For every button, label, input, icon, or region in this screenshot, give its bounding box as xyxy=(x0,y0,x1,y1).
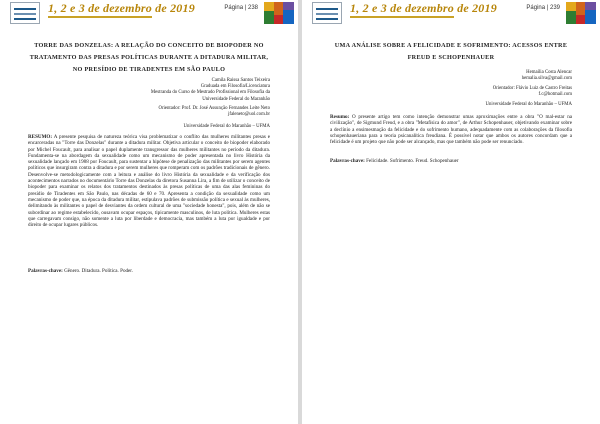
event-logo-icon xyxy=(312,2,342,24)
advisor-name: Orientador: Flávio Luiz de Castro Freitas xyxy=(492,86,572,91)
institution-name: Universidade Federal do Maranhão – UFMA xyxy=(183,124,270,129)
event-date-underline xyxy=(48,16,152,18)
keywords xyxy=(330,158,572,164)
page-number: Página | 239 xyxy=(526,5,560,11)
author-info xyxy=(522,70,572,82)
event-date: 1, 2 e 3 de dezembro de 2019 xyxy=(350,1,497,15)
author-university: Universidade Federal do Maranhão xyxy=(202,96,270,102)
decorative-mosaic-icon xyxy=(566,2,596,24)
abstract-text: A presente pesquisa de natureza teórica visa problematizar o conflito das mulheres militantes presas e encarceradas na "Torre das Donzelas" durante a ditadura militar. Objetiva articular o conceito de biopoder elaborado por Michel Foucault, para analisar o papel duplamente transgressor das mulheres militantes no período da ditadura. Fundamenta-se na abordagem da sexualidade como um mecanismo de poder apresentada no livro História da sexualidade lançado em 1988 por Foucault, para sustentar a hipótese de penalização das militantes por serem agentes políticos que insurgiram contra a ditadura e por serem mulheres que romperam com os padrões tradicionais de gênero. Desenvolve-se metodologicamente com a leitura e análise do livro História da sexualidade e da verificação dos acontecimentos narrados no documentário Torre das Donzelas da diretora Susanna Lira, a fim de utilizar o conceito de biopoder para examinar os relatos dos tratamentos destinados às presas políticas de uma das alas femininas do presídio de Tiradentes em São Paulo, nas décadas de 60 e 70. Apresenta a condição da sexualidade como um mecanismo de poder que, na época da ditadura militar, estipulava padrões de submissão política e sexual às mulheres, delimitando às militantes o papel de desviantes da ordem cultural de uma "sociedade honesta", pois, além de não se subordinar ao regime estabelecido, ousavam ocupar espaços, tipicamente masculinos, de luta política. Mulheres estas que carregavam consigo, não somente a luta por liberdade e democracia, mas também a luta por igualdade e por direito de ocupar lugares públicos. xyxy=(28,134,270,229)
event-logo-icon xyxy=(10,2,40,24)
keywords-label: Palavras-chave: xyxy=(28,268,63,274)
decorative-mosaic-icon xyxy=(264,2,294,24)
advisor-email: jfaleneto@uol.com.br xyxy=(228,112,270,118)
abstract-text: O presente artigo tem como intenção demonstrar umas aproximações entre a obra "O mal-estar na civilização", de Sigmund Freud, e a obra "Metafísica do amor", de Arthur Schopenhauer, objetivando examinar sobre a declínio a ensimesmação da felicidade e do sofrimento humano, adequadamente com as colaborações da filosofia schopenhaueriana para a teoria psicanalítica freudiana. É possível notar que ambos os autores concordam que a felicidade é um projeto que não pode ser alcançado, mas que também não pode ser renunciado. xyxy=(330,114,573,146)
right-page xyxy=(302,0,600,424)
institution xyxy=(184,124,270,130)
left-page xyxy=(0,0,298,424)
keywords xyxy=(28,268,270,274)
abstract-label: RESUMO: xyxy=(28,134,53,140)
keywords-text: Gênero. Ditadura. Política. Poder. xyxy=(64,268,133,274)
author-name: Camila Raissa Santos Teixeira xyxy=(211,78,270,83)
author-name: Hemaília Costa Alencar xyxy=(526,70,572,75)
author-program: Mestranda do Curso de Mestrado Profissional em Filosofia da xyxy=(150,90,270,96)
advisor-info xyxy=(158,106,270,118)
keywords-text: Felicidade. Sofrimento. Freud. Schopenhauer xyxy=(366,158,459,164)
article-title: TORRE DAS DONZELAS: A RELAÇÃO DO CONCEITO DE BIOPODER NO TRATAMENTO DAS PRESAS POLÍTICAS DURANTE A DITADURA MILITAR, NO PRESÍDIO DE TIRADENTES EM SÃO PAULO xyxy=(29,42,269,73)
author-degree: Graduada em Filosofia/Licenciatura xyxy=(200,84,270,90)
author-info xyxy=(151,78,270,103)
abstract xyxy=(330,114,572,145)
event-date: 1, 2 e 3 de dezembro de 2019 xyxy=(48,1,195,15)
article-title: UMA ANÁLISE SOBRE A FELICIDADE E SOFRIMENTO: ACESSOS ENTRE FREUD E SCHOPENHAUER xyxy=(334,42,568,61)
advisor-name: Orientador: Prof. Dr. José Assunção Fernandes Leite Neto xyxy=(158,106,270,111)
page-header-banner xyxy=(302,0,600,26)
advisor-email: f.c@hotmail.com xyxy=(538,92,572,98)
advisor-info xyxy=(493,86,572,98)
abstract-label: Resumo: xyxy=(330,114,350,120)
page-header-banner xyxy=(0,0,298,26)
keywords-label: Palavras-chave: xyxy=(330,158,365,164)
abstract xyxy=(28,134,270,228)
event-date-underline xyxy=(350,16,454,18)
page-number: Página | 238 xyxy=(224,5,258,11)
institution-name: Universidade Federal do Maranhão – UFMA xyxy=(485,102,572,107)
author-email: hemalia.silva@gmail.com xyxy=(521,76,572,82)
institution xyxy=(486,102,572,108)
